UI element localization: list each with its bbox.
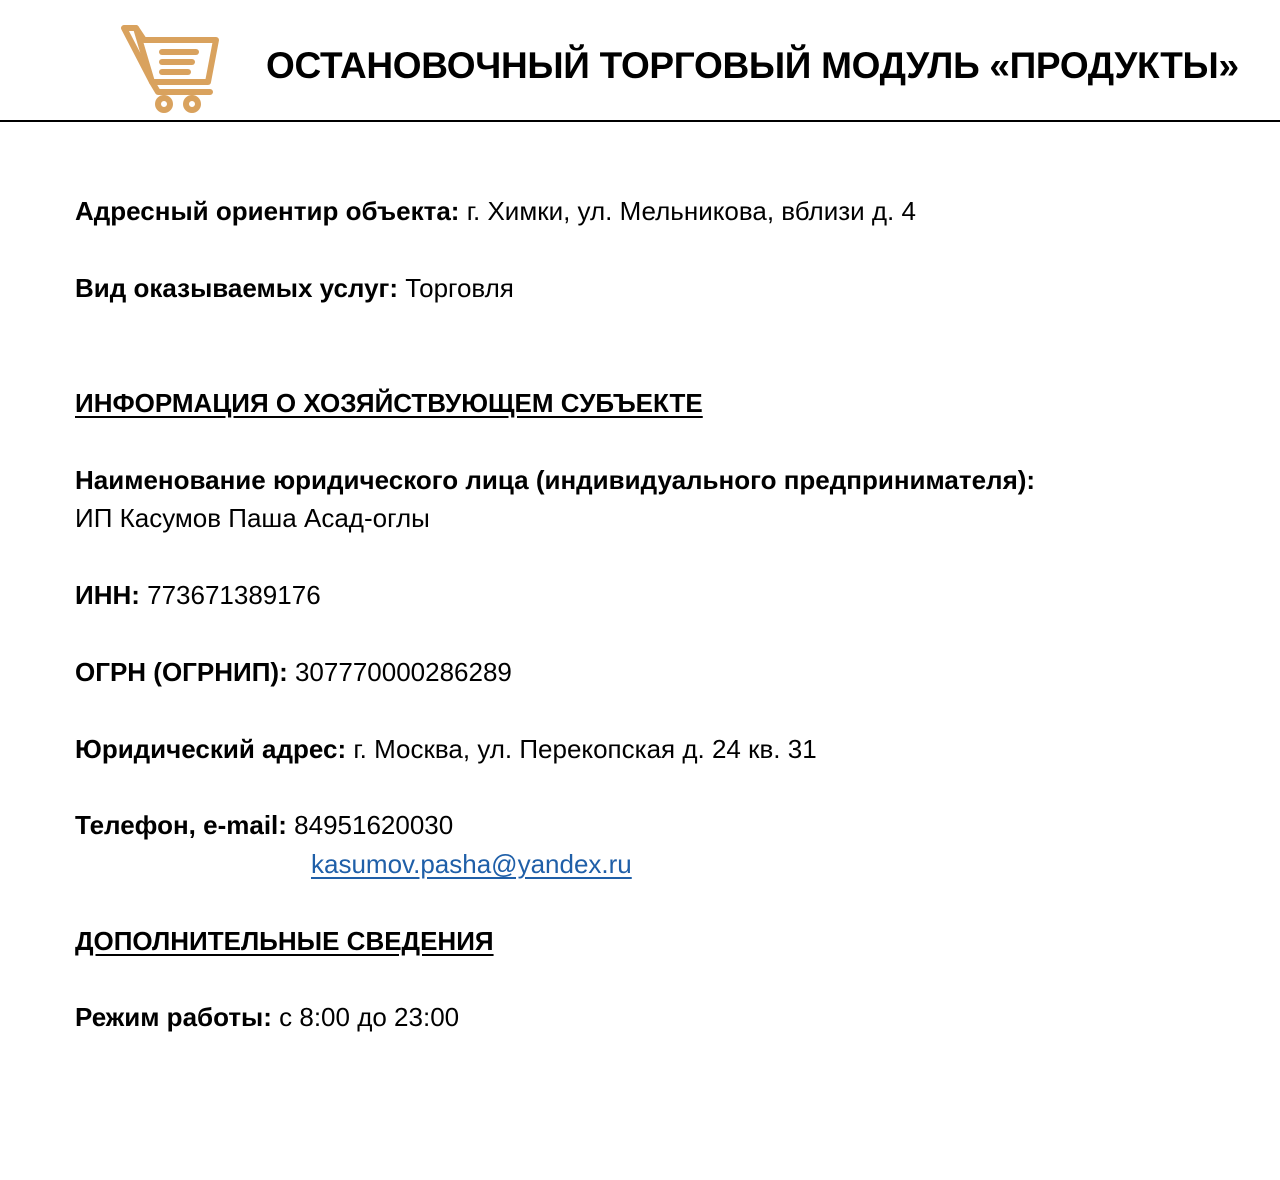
service-label: Вид оказываемых услуг: [75, 273, 399, 303]
page-header [0, 0, 1280, 122]
inn-row [75, 576, 321, 614]
address-value: г. Химки, ул. Мельникова, вблизи д. 4 [459, 196, 916, 226]
ogrn-label: ОГРН (ОГРНИП): [75, 657, 288, 687]
contact-row [75, 806, 453, 844]
legal-address-label: Юридический адрес: [75, 734, 347, 764]
legal-address-row [75, 730, 817, 768]
entity-name-label: Наименование юридического лица (индивидуального предпринимателя): [75, 465, 1036, 495]
entity-section-heading: ИНФОРМАЦИЯ О ХОЗЯЙСТВУЮЩЕМ СУБЪЕКТЕ [75, 388, 703, 418]
entity-name-value-row [75, 499, 430, 537]
service-value: Торговля [398, 273, 514, 303]
service-row [75, 269, 514, 307]
entity-name-label-row [75, 461, 1035, 499]
address-row [75, 192, 916, 230]
hours-row [75, 998, 459, 1036]
header-divider [0, 120, 1280, 122]
legal-address-value: г. Москва, ул. Перекопская д. 24 кв. 31 [346, 734, 817, 764]
address-label: Адресный ориентир объекта: [75, 196, 460, 226]
inn-label: ИНН: [75, 580, 140, 610]
ogrn-row [75, 653, 512, 691]
contact-label: Телефон, e-mail: [75, 810, 287, 840]
additional-section-heading: ДОПОЛНИТЕЛЬНЫЕ СВЕДЕНИЯ [75, 926, 494, 956]
shopping-cart-icon [118, 20, 222, 116]
phone-value: 84951620030 [286, 810, 454, 840]
page-title: ОСТАНОВОЧНЫЙ ТОРГОВЫЙ МОДУЛЬ «ПРОДУКТЫ» [266, 45, 1239, 86]
email-link[interactable]: kasumov.pasha@yandex.ru [311, 849, 632, 879]
inn-value: 773671389176 [139, 580, 321, 610]
hours-value: с 8:00 до 23:00 [271, 1002, 460, 1032]
entity-name-value: ИП Касумов Паша Асад-оглы [75, 503, 430, 533]
ogrn-value: 307770000286289 [287, 657, 512, 687]
hours-label: Режим работы: [75, 1002, 272, 1032]
